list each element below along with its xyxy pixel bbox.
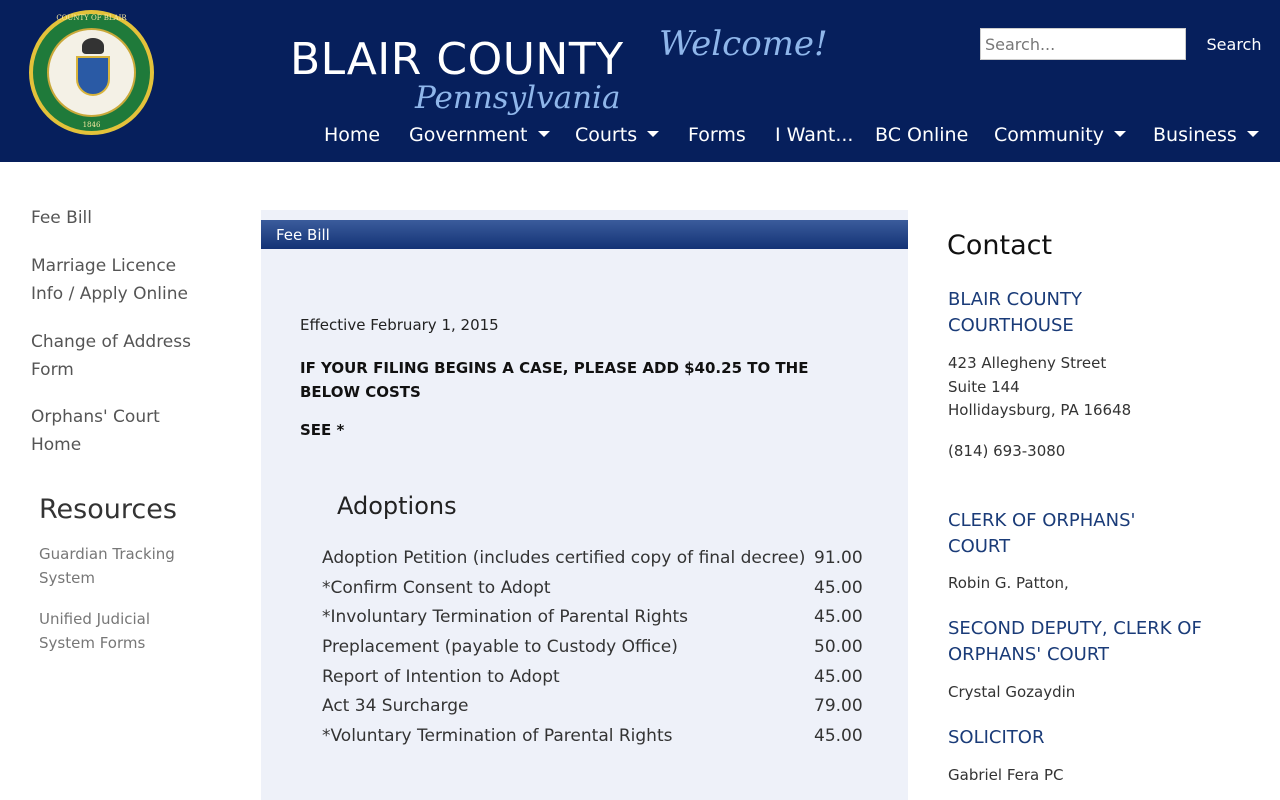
site-title[interactable]: BLAIR COUNTY [290,34,624,85]
chevron-down-icon [647,131,659,137]
state-text: Pennsylvania [415,80,621,116]
table-row [322,667,862,697]
contact-heading: Contact [947,230,1053,261]
seal-top-text: COUNTY OF BLAIR [56,14,127,22]
see-note: SEE * [300,421,345,439]
fee-amount: 45.00 [814,607,863,627]
search-input[interactable] [980,28,1186,60]
fee-name: Act 34 Surcharge [322,696,469,716]
solicitor-name: Gabriel Fera PC [948,766,1064,784]
nav-label: BC Online [875,124,969,146]
county-seal-logo[interactable] [29,10,154,135]
address-city: Hollidaysburg, PA 16648 [948,401,1132,419]
phone-number[interactable]: (814) 693-3080 [948,442,1066,460]
table-row [322,578,862,608]
sidebar-link-change-of-address[interactable]: Change of Address Form [31,332,191,380]
table-row [322,696,862,726]
section-title-adoptions: Adoptions [337,492,457,520]
fee-name: *Voluntary Termination of Parental Rights [322,726,673,746]
resource-link-ujs-forms[interactable]: Unified Judicial System Forms [39,610,151,652]
fee-amount: 45.00 [814,667,863,687]
sidebar-link-orphans-court-home[interactable]: Orphans' Court Home [31,407,160,455]
address-line-1: 423 Allegheny Street [948,354,1107,372]
page-title-bar: Fee Bill [261,220,908,249]
nav-label: Business [1153,124,1237,146]
chevron-down-icon [1114,131,1126,137]
nav-community[interactable] [994,124,1126,146]
fee-name: Adoption Petition (includes certified copy of final decree) [322,548,806,568]
nav-bc-online[interactable] [875,124,968,146]
resource-link-guardian-tracking[interactable]: Guardian Tracking System [39,545,175,587]
fee-name: *Confirm Consent to Adopt [322,578,551,598]
nav-label: Community [994,124,1104,146]
nav-business[interactable] [1153,124,1259,146]
welcome-text: Welcome! [659,24,828,64]
nav-courts[interactable] [575,124,659,146]
eagle-icon [82,38,104,54]
fee-amount: 91.00 [814,548,863,568]
filing-notice: IF YOUR FILING BEGINS A CASE, PLEASE ADD $40.25 TO THE BELOW COSTS [300,359,809,401]
table-row [322,548,862,578]
fee-amount: 79.00 [814,696,863,716]
search-button[interactable]: Search [1200,28,1268,60]
shield-icon [76,56,110,96]
nav-label: Forms [688,124,746,146]
nav-home[interactable] [324,124,380,146]
sidebar-link-marriage-licence[interactable]: Marriage Licence Info / Apply Online [31,256,188,304]
nav-label: Government [409,124,528,146]
resources-heading: Resources [39,494,177,525]
table-row [322,607,862,637]
nav-government[interactable] [409,124,550,146]
deputy-name: Crystal Gozaydin [948,683,1076,701]
nav-label: Courts [575,124,638,146]
nav-forms[interactable] [688,124,746,146]
fee-name: *Involuntary Termination of Parental Rights [322,607,689,627]
seal-year-text: 1846 [82,121,101,129]
seal-center [47,28,136,117]
address-line-2: Suite 144 [948,378,1020,396]
table-row [322,637,862,667]
fee-name: Report of Intention to Adopt [322,667,560,687]
courthouse-name: BLAIR COUNTY COURTHOUSE [948,289,1083,336]
chevron-down-icon [1247,131,1259,137]
fee-amount: 45.00 [814,726,863,746]
solicitor-title: SOLICITOR [948,727,1045,748]
chevron-down-icon [538,131,550,137]
deputy-title: SECOND DEPUTY, CLERK OF ORPHANS' COURT [948,618,1202,665]
table-row [322,726,862,756]
clerk-name: Robin G. Patton, [948,574,1069,592]
nav-label: Home [324,124,381,146]
fee-amount: 45.00 [814,578,863,598]
sidebar-link-fee-bill[interactable]: Fee Bill [31,208,93,228]
fee-amount: 50.00 [814,637,863,657]
effective-date: Effective February 1, 2015 [300,316,499,334]
clerk-title: CLERK OF ORPHANS' COURT [948,510,1136,557]
nav-label: I Want... [775,124,854,146]
nav-i-want[interactable] [775,124,853,146]
fee-name: Preplacement (payable to Custody Office) [322,637,678,657]
